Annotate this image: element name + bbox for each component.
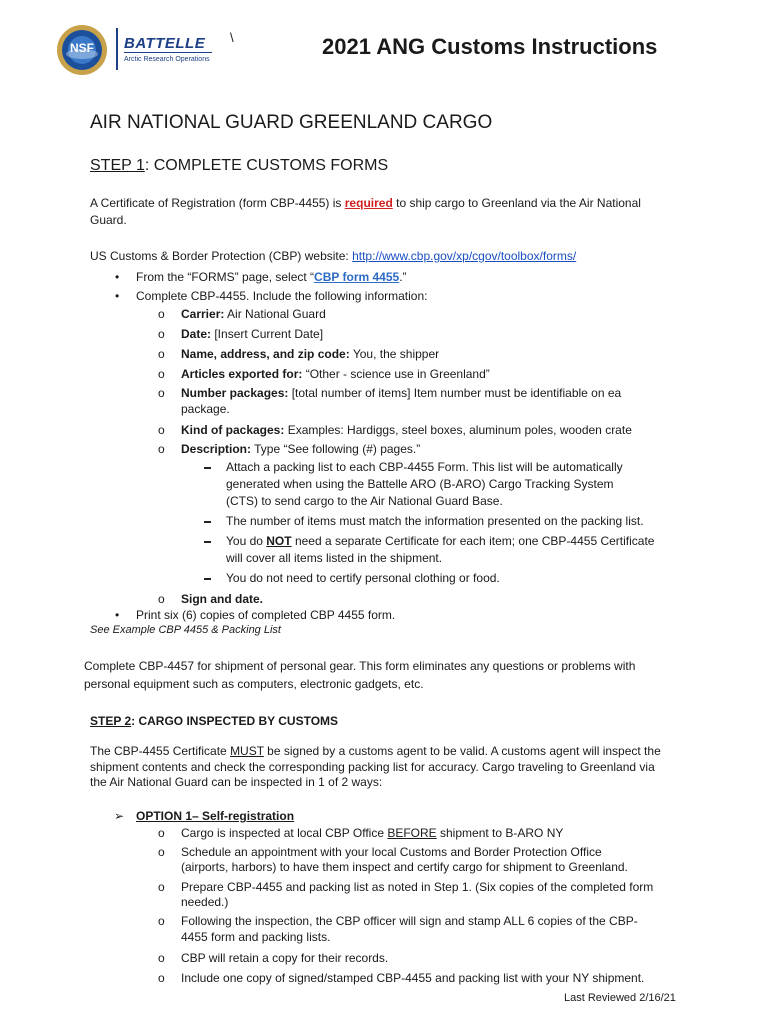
item-articles-exported: Articles exported for: “Other - science use in Greenland” bbox=[181, 367, 490, 381]
opt-following-1: Following the inspection, the CBP officer will sign and stamp ALL 6 copies of the CBP- bbox=[181, 914, 638, 928]
opt-prepare-1: Prepare CBP-4455 and packing list as noted in Step 1. (Six copies of the completed form bbox=[181, 880, 654, 894]
dash-bullet bbox=[204, 521, 211, 523]
opt-schedule-1: Schedule an appointment with your local Customs and Border Protection Office bbox=[181, 845, 602, 859]
cbp-form-4455-link[interactable]: CBP form 4455 bbox=[314, 270, 400, 284]
item-sign-date: Sign and date. bbox=[181, 592, 264, 606]
dash-personal-clothing: You do not need to certify personal clothing or food. bbox=[226, 571, 500, 585]
cbp4457-line2: personal equipment such as computers, electronic gadgets, etc. bbox=[84, 677, 424, 691]
sub-bullet-o: o bbox=[158, 307, 165, 321]
opt-schedule-2: (airports, harbors) to have them inspect and certify cargo for shipment to Greenland. bbox=[181, 860, 628, 874]
sub-bullet-o: o bbox=[158, 826, 165, 840]
required-link[interactable]: required bbox=[344, 196, 393, 210]
sub-bullet-o: o bbox=[158, 914, 165, 928]
battelle-underline bbox=[124, 52, 212, 53]
battelle-logo-sub: Arctic Research Operations bbox=[124, 56, 210, 63]
step1-para-line1: A Certificate of Registration (form CBP-4455) is required to ship cargo to Greenland via the Air National bbox=[90, 196, 641, 210]
bullet-forms-page: From the “FORMS” page, select “CBP form 4455.” bbox=[136, 270, 407, 284]
step1-para-line2: Guard. bbox=[90, 213, 127, 227]
opt-cargo-inspected: Cargo is inspected at local CBP Office BEFORE shipment to B-ARO NY bbox=[181, 826, 564, 840]
cbp-website-line: US Customs & Border Protection (CBP) website: http://www.cbp.gov/xp/cgov/toolbox/forms/ bbox=[90, 249, 577, 263]
arrow-bullet-icon: ➢ bbox=[114, 809, 125, 823]
opt-following-2: 4455 form and packing lists. bbox=[181, 930, 331, 944]
nsf-logo-text: NSF bbox=[70, 41, 94, 55]
page-title: 2021 ANG Customs Instructions bbox=[322, 34, 658, 59]
step2-para-line3: the Air National Guard can be inspected in 1 of 2 ways: bbox=[90, 775, 383, 789]
item-name-address: Name, address, and zip code: You, the shipper bbox=[181, 347, 440, 361]
bullet-dot: • bbox=[115, 289, 120, 303]
item-number-packages-cont: package. bbox=[181, 402, 230, 416]
dash-separate-cert-cont: will cover all items listed in the shipment. bbox=[226, 551, 443, 565]
sub-bullet-o: o bbox=[158, 592, 165, 606]
dash-bullet bbox=[204, 467, 211, 469]
step1-heading bbox=[90, 155, 388, 176]
sub-bullet-o: o bbox=[158, 880, 165, 894]
dash-packing-list-1: Attach a packing list to each CBP-4455 Form. This list will be automatically bbox=[226, 460, 623, 474]
dash-bullet bbox=[204, 578, 211, 580]
step2-para-line2: shipment contents and check the corresponding packing list for accuracy. Cargo traveling to Greenland via bbox=[90, 760, 655, 774]
dash-bullet bbox=[204, 541, 211, 543]
sub-bullet-o: o bbox=[158, 327, 165, 341]
step2-heading bbox=[90, 713, 338, 730]
dash-packing-list-2: generated when using the Battelle ARO (B-ARO) Cargo Tracking System bbox=[226, 477, 614, 491]
last-reviewed: Last Reviewed 2/16/21 bbox=[564, 992, 676, 1004]
opt-include-copy: Include one copy of signed/stamped CBP-4455 and packing list with your NY shipment. bbox=[181, 971, 645, 985]
opt-cbp-retain: CBP will retain a copy for their records. bbox=[181, 951, 389, 965]
sub-bullet-o: o bbox=[158, 845, 165, 859]
item-number-packages: Number packages: [total number of items] Item number must be identifiable on ea bbox=[181, 386, 622, 400]
sub-bullet-o: o bbox=[158, 367, 165, 381]
sub-bullet-o: o bbox=[158, 951, 165, 965]
dash-items-match: The number of items must match the information presented on the packing list. bbox=[226, 514, 644, 528]
sub-bullet-o: o bbox=[158, 386, 165, 400]
step1-label: STEP 1 bbox=[90, 157, 145, 174]
cbp4457-line1: Complete CBP-4457 for shipment of personal gear. This form eliminates any questions or problems with bbox=[84, 659, 636, 673]
logo-divider bbox=[116, 28, 118, 70]
battelle-logo-name: BATTELLE bbox=[124, 35, 206, 52]
bullet-complete-cbp4455: Complete CBP-4455. Include the following information: bbox=[136, 289, 428, 303]
bullet-dot: • bbox=[115, 270, 120, 284]
backslash-mark: \ bbox=[230, 30, 234, 45]
sub-bullet-o: o bbox=[158, 347, 165, 361]
sub-bullet-o: o bbox=[158, 442, 165, 456]
item-kind-packages: Kind of packages: Examples: Hardiggs, steel boxes, aluminum poles, wooden crate bbox=[181, 423, 632, 437]
step2-title: : CARGO INSPECTED BY CUSTOMS bbox=[131, 714, 339, 728]
step2-label: STEP 2 bbox=[90, 714, 132, 728]
step2-para-line1: The CBP-4455 Certificate MUST be signed by a customs agent to be valid. A customs agent will inspect the bbox=[90, 744, 661, 758]
option1-label: OPTION 1– Self-registration bbox=[136, 809, 295, 823]
item-carrier: Carrier: Air National Guard bbox=[181, 307, 326, 321]
sub-bullet-o: o bbox=[158, 971, 165, 985]
bullet-dot: • bbox=[115, 608, 120, 622]
section-title: AIR NATIONAL GUARD GREENLAND CARGO bbox=[90, 112, 493, 133]
dash-packing-list-3: (CTS) to send cargo to the Air National Guard Base. bbox=[226, 494, 503, 508]
sub-bullet-o: o bbox=[158, 423, 165, 437]
opt-prepare-2: needed.) bbox=[181, 895, 229, 909]
cbp-website-link[interactable]: http://www.cbp.gov/xp/cgov/toolbox/forms/ bbox=[352, 249, 577, 263]
item-date: Date: [Insert Current Date] bbox=[181, 327, 324, 341]
see-example-note: See Example CBP 4455 & Packing List bbox=[90, 624, 281, 636]
dash-separate-cert: You do NOT need a separate Certificate for each item; one CBP-4455 Certificate bbox=[226, 534, 655, 548]
item-description: Description: Type “See following (#) pages.” bbox=[181, 442, 421, 456]
bullet-print-copies: Print six (6) copies of completed CBP 4455 form. bbox=[136, 608, 396, 622]
step1-title: : COMPLETE CUSTOMS FORMS bbox=[144, 157, 389, 174]
